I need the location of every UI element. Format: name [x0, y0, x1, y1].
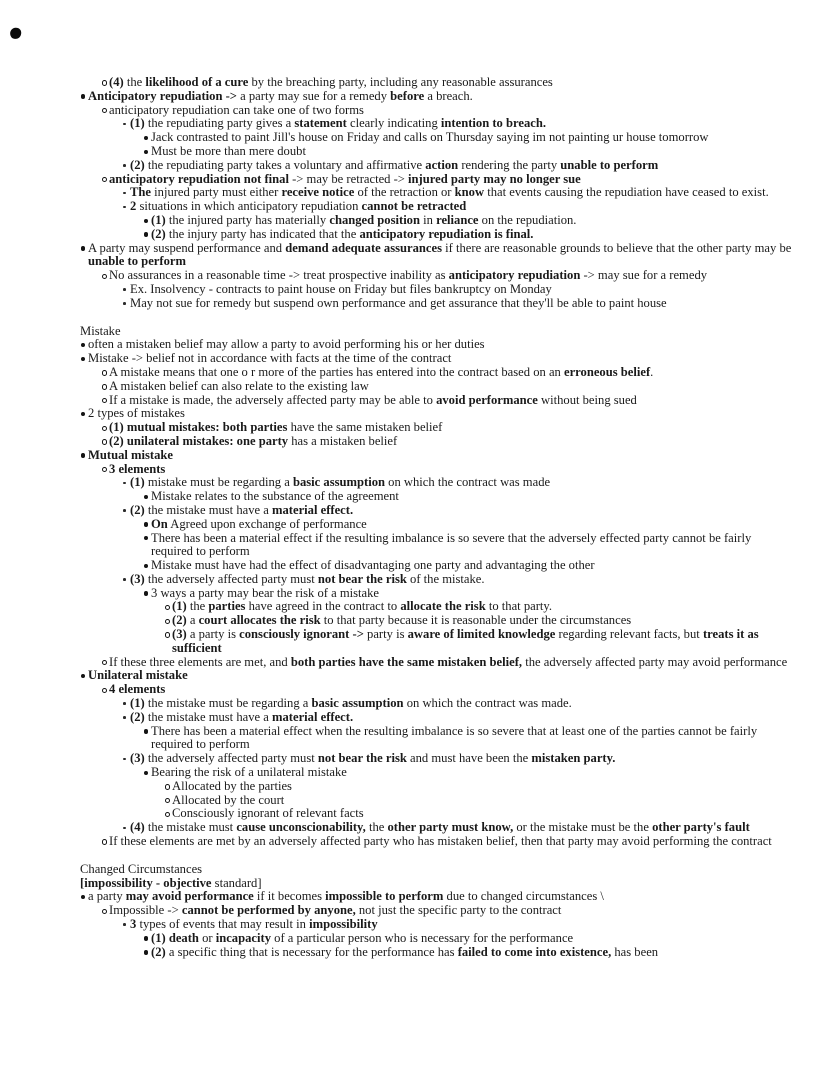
- list-item: [80, 394, 794, 408]
- list-item-text: (3) a party is consciously ignorant -> party is aware of limited knowledge regarding relevant facts, but treats it as sufficient: [172, 627, 759, 655]
- solid-bullet-icon: [144, 729, 148, 733]
- list-item: [80, 600, 794, 614]
- list-item-text: anticipatory repudiation can take one of two forms: [109, 102, 364, 117]
- list-item-text: (1) mutual mistakes: both parties have the same mistaken belief: [109, 420, 443, 435]
- list-item-text: 3 ways a party may bear the risk of a mistake: [151, 585, 380, 600]
- list-item-text: Jack contrasted to paint Jill's house on Friday and calls on Thursday saying im not painting ur house tomorrow: [151, 130, 709, 145]
- list-item: [80, 946, 794, 960]
- list-item: [80, 794, 794, 808]
- section-heading-text: Mistake: [80, 323, 121, 338]
- list-item-text: a party may avoid performance if it becomes impossible to perform due to changed circumstances \: [88, 889, 604, 904]
- section-heading-text: Changed Circumstances: [80, 861, 203, 876]
- list-item: [80, 669, 794, 683]
- solid-bullet-icon: [144, 522, 148, 526]
- dot-bullet-icon: [123, 578, 126, 581]
- list-item-text: A mistake means that one o r more of the parties has entered into the contract based on an erroneous belief.: [109, 364, 654, 379]
- solid-bullet-icon: [144, 950, 148, 954]
- ring-bullet-icon: [102, 177, 107, 182]
- ring-bullet-icon: [102, 370, 107, 375]
- ring-bullet-icon: [165, 619, 170, 624]
- list-item: [80, 476, 794, 490]
- list-item: [80, 752, 794, 766]
- list-item-text: No assurances in a reasonable time -> treat prospective inability as anticipatory repudiation -> may sue for a remedy: [109, 268, 708, 283]
- list-item-text: Ex. Insolvency - contracts to paint house on Friday but files bankruptcy on Monday: [130, 281, 552, 296]
- list-item: [80, 890, 794, 904]
- list-item: [80, 173, 794, 187]
- list-item-text: The injured party must either receive notice of the retraction or know that events causing the repudiation have ceased to exist.: [130, 185, 769, 200]
- list-item: [80, 228, 794, 242]
- list-item: [80, 697, 794, 711]
- ring-bullet-icon: [102, 426, 107, 431]
- solid-bullet-icon: [81, 343, 85, 347]
- ring-bullet-icon: [165, 632, 170, 637]
- list-item: [80, 145, 794, 159]
- list-item: [80, 421, 794, 435]
- list-item: [80, 504, 794, 518]
- list-item-text: (3) the adversely affected party must not bear the risk of the mistake.: [130, 571, 485, 586]
- list-item-text: (4) the mistake must cause unconscionability, the other party must know, or the mistake must be the other party's fault: [130, 820, 750, 835]
- section-heading: [80, 877, 794, 891]
- list-item: [80, 518, 794, 532]
- list-item-text: Mistake relates to the substance of the agreement: [151, 489, 399, 504]
- list-item-text: Mutual mistake: [88, 447, 174, 462]
- list-item-text: (1) the repudiating party gives a statement clearly indicating intention to breach.: [130, 116, 546, 131]
- solid-bullet-icon: [81, 674, 85, 678]
- ring-bullet-icon: [102, 467, 107, 472]
- dot-bullet-icon: [123, 509, 126, 512]
- list-item: [80, 352, 794, 366]
- list-item-text: There has been a material effect when the resulting imbalance is so severe that at least one of the parties cannot be fairly required to perform: [151, 723, 758, 752]
- list-item: [80, 807, 794, 821]
- solid-bullet-icon: [144, 564, 148, 568]
- list-item: [80, 532, 794, 560]
- list-item-text: 2 situations in which anticipatory repudiation cannot be retracted: [130, 199, 467, 214]
- ring-bullet-icon: [102, 660, 107, 665]
- list-item: [80, 159, 794, 173]
- list-item: [80, 835, 794, 849]
- list-item-text: Anticipatory repudiation -> a party may sue for a remedy before a breach.: [88, 88, 473, 103]
- ring-bullet-icon: [102, 688, 107, 693]
- list-item-text: 3 elements: [109, 461, 166, 476]
- ring-bullet-icon: [165, 605, 170, 610]
- list-item-text: often a mistaken belief may allow a party to avoid performing his or her duties: [88, 337, 485, 352]
- list-item-text: (1) the parties have agreed in the contract to allocate the risk to that party.: [172, 599, 553, 614]
- list-item-text: Allocated by the parties: [172, 778, 292, 793]
- list-item: [80, 725, 794, 753]
- solid-bullet-icon: [81, 412, 85, 416]
- list-item-text: If a mistake is made, the adversely affected party may be able to avoid performance without being sued: [109, 392, 637, 407]
- ring-bullet-icon: [102, 80, 107, 85]
- dot-bullet-icon: [123, 206, 126, 209]
- section-heading: [80, 325, 794, 339]
- section-heading: [80, 863, 794, 877]
- list-item: [80, 131, 794, 145]
- list-item: [80, 463, 794, 477]
- list-item: [80, 587, 794, 601]
- list-item: [80, 200, 794, 214]
- dot-bullet-icon: [123, 758, 126, 761]
- ring-bullet-icon: [102, 839, 107, 844]
- dot-bullet-icon: [123, 482, 126, 485]
- list-item-text: If these elements are met by an adversely affected party who has mistaken belief, then that party may avoid performing the contract: [109, 834, 772, 849]
- list-item-text: (3) the adversely affected party must not bear the risk and must have been the mistaken party.: [130, 751, 616, 766]
- dot-bullet-icon: [123, 164, 126, 167]
- solid-bullet-icon: [144, 136, 148, 140]
- list-item: [80, 711, 794, 725]
- list-item: [80, 283, 794, 297]
- dot-bullet-icon: [123, 123, 126, 126]
- list-item: [80, 904, 794, 918]
- list-item: [80, 932, 794, 946]
- ring-bullet-icon: [102, 439, 107, 444]
- list-item: [80, 821, 794, 835]
- list-item: [80, 614, 794, 628]
- list-item: [80, 780, 794, 794]
- list-item: [80, 242, 794, 270]
- list-item-text: 4 elements: [109, 682, 166, 697]
- list-item-text: (2) the repudiating party takes a voluntary and affirmative action rendering the party unable to perform: [130, 157, 659, 172]
- ring-bullet-icon: [102, 384, 107, 389]
- list-item: [80, 683, 794, 697]
- list-item: [80, 338, 794, 352]
- dot-bullet-icon: [123, 302, 126, 305]
- list-item: [80, 918, 794, 932]
- list-item: [80, 366, 794, 380]
- dot-bullet-icon: [123, 716, 126, 719]
- ring-bullet-icon: [102, 274, 107, 279]
- list-item: [80, 656, 794, 670]
- list-item-text: May not sue for remedy but suspend own performance and get assurance that they'll be able to paint house: [130, 295, 667, 310]
- list-item-text: A party may suspend performance and demand adequate assurances if there are reasonable grounds to believe that the other party may be unable to perform: [88, 240, 792, 269]
- list-item: [80, 90, 794, 104]
- notes-document: [80, 76, 794, 959]
- solid-bullet-icon: [81, 357, 85, 361]
- dot-bullet-icon: [123, 923, 126, 926]
- list-item-text: On Agreed upon exchange of performance: [151, 516, 367, 531]
- list-item-text: If these three elements are met, and both parties have the same mistaken belief, the adversely affected party may avoid performance: [109, 654, 788, 669]
- list-item: [80, 449, 794, 463]
- solid-bullet-icon: [144, 150, 148, 154]
- list-item-text: (1) death or incapacity of a particular person who is necessary for the performance: [151, 930, 574, 945]
- ring-bullet-icon: [165, 812, 170, 817]
- list-item: [80, 214, 794, 228]
- list-item: [80, 490, 794, 504]
- dot-bullet-icon: [123, 827, 126, 830]
- list-item-text: Consciously ignorant of relevant facts: [172, 806, 364, 821]
- list-item-text: (2) the mistake must have a material effect.: [130, 709, 354, 724]
- list-item-text: (4) the likelihood of a cure by the breaching party, including any reasonable assurances: [109, 75, 553, 89]
- list-item-text: (2) the injury party has indicated that the anticipatory repudiation is final.: [151, 226, 534, 241]
- list-item-text: (1) the mistake must be regarding a basic assumption on which the contract was made.: [130, 696, 572, 711]
- list-item: [80, 628, 794, 656]
- ring-bullet-icon: [102, 398, 107, 403]
- list-item-text: A mistaken belief can also relate to the existing law: [109, 378, 369, 393]
- list-item-text: anticipatory repudiation not final -> may be retracted -> injured party may no longer sue: [109, 171, 581, 186]
- solid-bullet-icon: [144, 232, 148, 236]
- list-item-text: (2) a specific thing that is necessary for the performance has failed to come into existence, has been: [151, 944, 659, 959]
- solid-bullet-icon: [81, 895, 85, 899]
- list-item-text: Bearing the risk of a unilateral mistake: [151, 765, 347, 780]
- list-item-text: There has been a material effect if the resulting imbalance is so severe that the adversely effected party cannot be fairly required to perform: [151, 530, 752, 559]
- list-item-text: (1) mistake must be regarding a basic assumption on which the contract was made: [130, 475, 551, 490]
- list-item: [80, 407, 794, 421]
- solid-bullet-icon: [144, 495, 148, 499]
- list-item-text: Unilateral mistake: [88, 668, 188, 683]
- list-item-text: Allocated by the court: [172, 792, 285, 807]
- ring-bullet-icon: [102, 909, 107, 914]
- list-item-text: Must be more than mere doubt: [151, 143, 306, 158]
- list-item: [80, 269, 794, 283]
- list-item-text: (1) the injured party has materially changed position in reliance on the repudiation.: [151, 212, 577, 227]
- list-item-text: Mistake must have had the effect of disadvantaging one party and advantaging the other: [151, 558, 595, 573]
- dot-bullet-icon: [123, 702, 126, 705]
- solid-bullet-icon: [144, 591, 148, 595]
- list-item: [80, 186, 794, 200]
- list-item: [80, 573, 794, 587]
- list-item-text: Impossible -> cannot be performed by anyone, not just the specific party to the contract: [109, 903, 562, 918]
- solid-bullet-icon: [81, 94, 85, 98]
- list-item: [80, 297, 794, 311]
- list-item-text: (2) the mistake must have a material effect.: [130, 502, 354, 517]
- ink-mark-icon: [8, 26, 23, 41]
- solid-bullet-icon: [144, 936, 148, 940]
- dot-bullet-icon: [123, 288, 126, 291]
- solid-bullet-icon: [144, 771, 148, 775]
- list-item: [80, 766, 794, 780]
- section-heading-text: [impossibility - objective standard]: [80, 875, 262, 890]
- list-item: [80, 435, 794, 449]
- list-item: [80, 117, 794, 131]
- list-item-text: (2) unilateral mistakes: one party has a mistaken belief: [109, 433, 398, 448]
- ring-bullet-icon: [102, 108, 107, 113]
- solid-bullet-icon: [81, 453, 85, 457]
- list-item-text: 2 types of mistakes: [88, 406, 185, 421]
- list-item: [80, 380, 794, 394]
- list-item: [80, 104, 794, 118]
- solid-bullet-icon: [144, 219, 148, 223]
- list-item-text: 3 types of events that may result in impossibility: [130, 917, 378, 932]
- ring-bullet-icon: [165, 784, 170, 789]
- list-item-text: Mistake -> belief not in accordance with facts at the time of the contract: [88, 351, 452, 366]
- list-item: [80, 76, 794, 90]
- solid-bullet-icon: [81, 246, 85, 250]
- dot-bullet-icon: [123, 192, 126, 195]
- list-item-text: (2) a court allocates the risk to that party because it is reasonable under the circumstances: [172, 613, 632, 628]
- ring-bullet-icon: [165, 798, 170, 803]
- solid-bullet-icon: [144, 536, 148, 540]
- list-item: [80, 559, 794, 573]
